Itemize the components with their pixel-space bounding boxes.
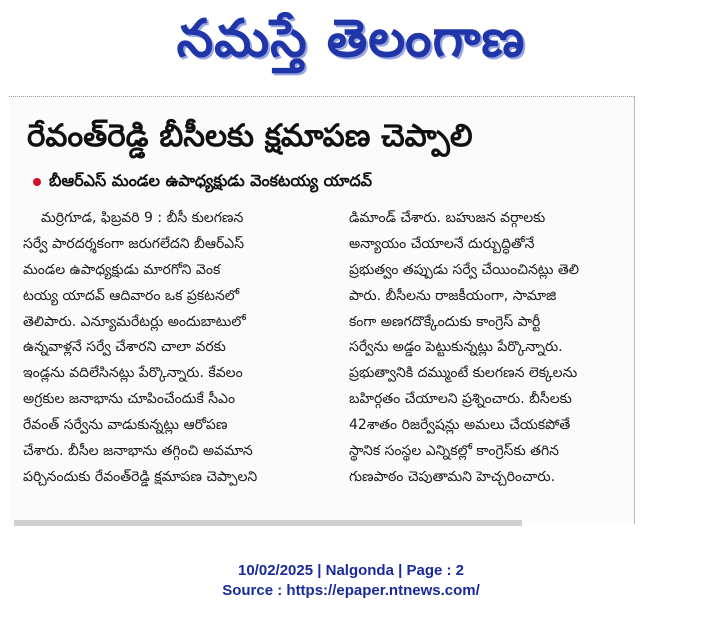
news-clipping — [9, 96, 635, 524]
text-line: ఇండ్లను వదిలేసినట్లు పేర్కొన్నారు. కేవలం — [23, 365, 243, 382]
text-line: రేవంత్ సర్వేను వాడుకున్నట్లు ఆరోపణ — [23, 417, 228, 434]
article-headline: రేవంత్‌రెడ్డి బీసీలకు క్షమాపణ చెప్పాలి — [27, 118, 473, 154]
clipping-shadow — [14, 520, 522, 526]
text-line: గుణపాఠం చెపుతామని హెచ్చరించారు. — [349, 468, 556, 485]
text-line: మండల ఉపాధ్యక్షుడు మారగోని వెంక — [23, 261, 221, 278]
source-line: Source : https://epaper.ntnews.com/ — [222, 582, 480, 599]
text-line: టయ్య యాదవ్ ఆదివారం ఒక ప్రకటనలో — [23, 287, 240, 304]
text-line: ప్రభుత్వం తప్పుడు సర్వే చేయించినట్లు తెలి — [349, 261, 580, 278]
text-line: అగ్రకుల జనాభాను చూపించేందుకే సీఎం — [23, 391, 236, 408]
text-line: తెలిపారు. ఎన్యూమరేటర్లు అందుబాటులో — [23, 313, 246, 330]
text-line: 42శాతం రిజర్వేషన్లు అమలు చేయకపోతే — [349, 417, 571, 434]
text-line: పారు. బీసీలను రాజకీయంగా, సామాజి — [349, 287, 557, 304]
red-bullet-icon — [33, 178, 41, 186]
text-line: చేశారు. బీసీల జనాభాను తగ్గించి అవమాన — [23, 443, 253, 460]
newspaper-masthead — [0, 0, 702, 80]
text-line: ఉన్నవాళ్లనే సర్వే చేశారని చాలా వరకు — [23, 339, 226, 356]
text-line: సర్వేను అడ్డం పెట్టుకున్నట్లు పేర్కొన్నారు. — [349, 339, 563, 356]
text-line: బహిర్గతం చేయాలని ప్రశ్నించారు. బీసీలకు — [349, 391, 572, 408]
dateline: 10/02/2025 | Nalgonda | Page : 2 — [238, 562, 464, 579]
article-subhead — [33, 170, 623, 192]
text-line: కంగా అణగదొక్కేందుకు కాంగ్రెస్ పార్టీ — [349, 313, 541, 330]
article-column-right — [349, 206, 641, 491]
text-line: పర్చినందుకు రేవంత్‌రెడ్డి క్షమాపణ చెప్పాలని — [23, 468, 258, 485]
text-line: మర్రిగూడ, ఫిబ్రవరి 9 : బీసీ కులగణన — [41, 210, 244, 226]
text-line: అన్యాయం చేయాలనే దుర్బుద్ధితోనే — [349, 235, 535, 252]
text-line: ప్రభుత్వానికి దమ్ముంటే కులగణన లెక్కలను — [349, 365, 578, 382]
subhead-text: బీఆర్‌ఎస్ మండల ఉపాధ్యక్షుడు వెంకటయ్య యాదవ్ — [49, 171, 373, 190]
text-line: డిమాండ్ చేశారు. బహుజన వర్గాలకు — [349, 210, 546, 226]
newspaper-logo: నమస్తే తెలంగాణ — [176, 9, 526, 69]
article-column-left — [23, 206, 315, 491]
clipping-top-rule — [9, 96, 634, 101]
text-line: సర్వే పారదర్శకంగా జరుగలేదని బీఆర్‌ఎస్ — [23, 235, 245, 252]
text-line: స్థానిక సంస్థల ఎన్నికల్లో కాంగ్రెస్‌కు తగిన — [349, 443, 559, 460]
